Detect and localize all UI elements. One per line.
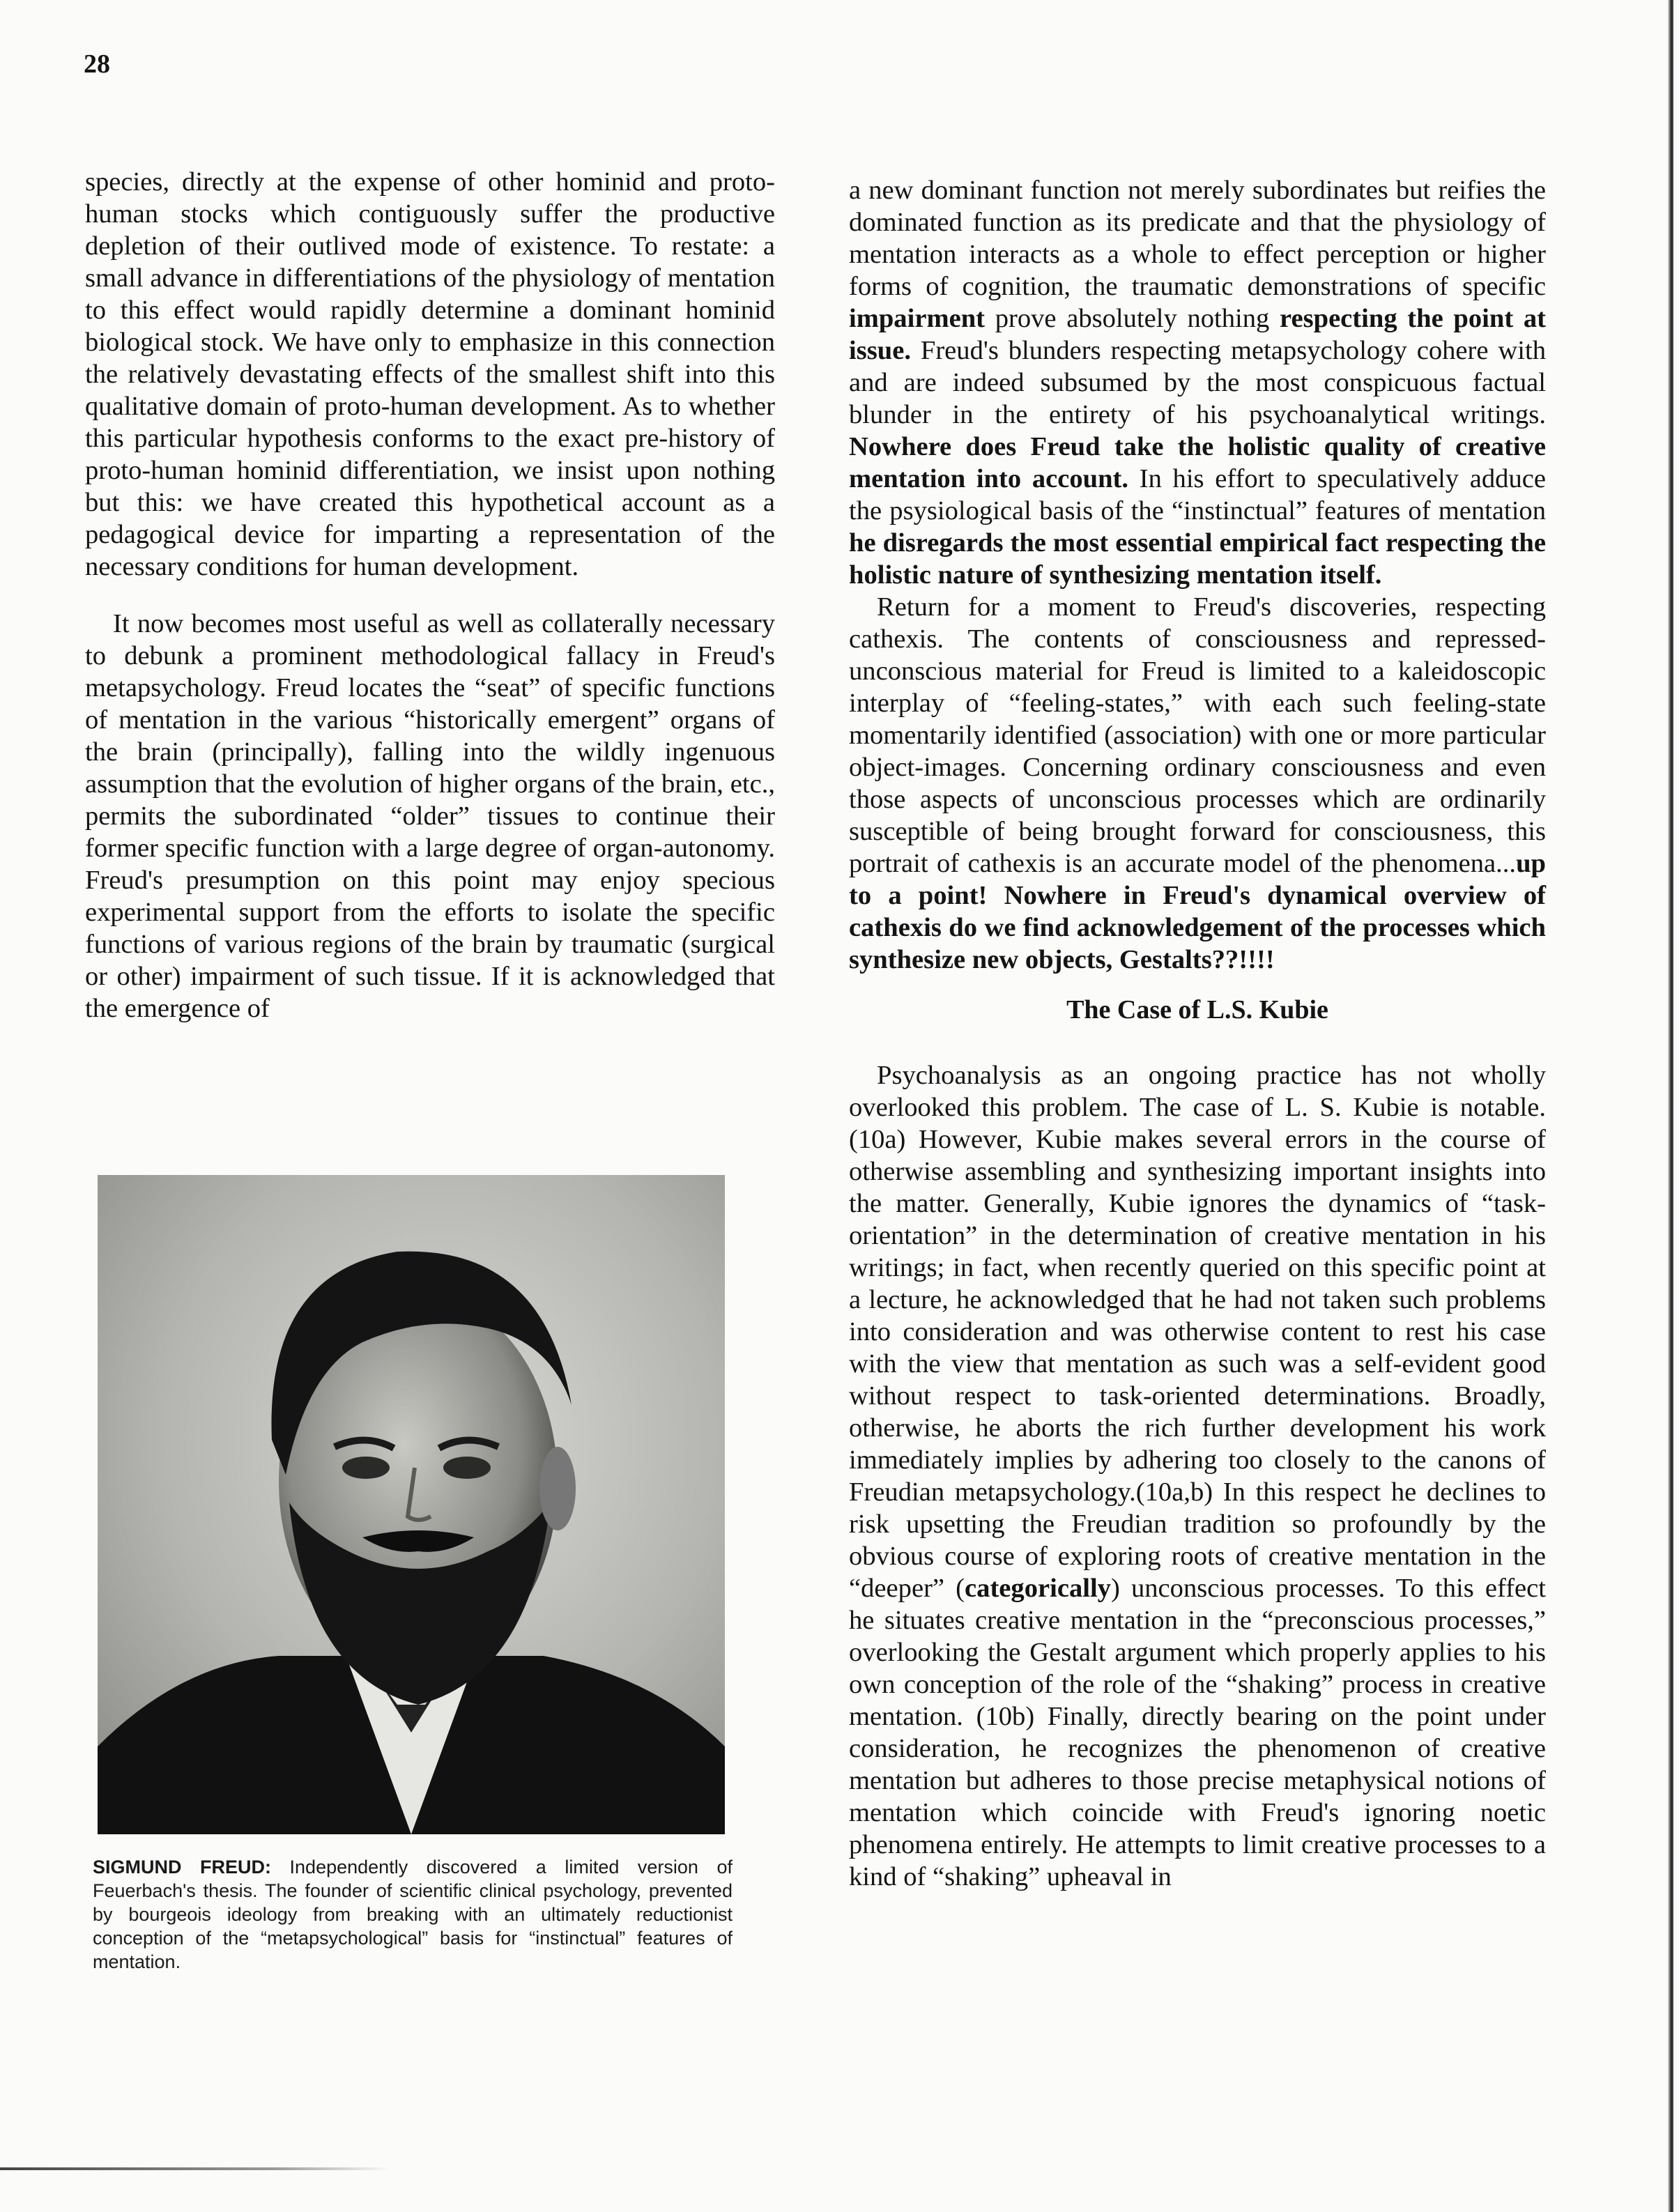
bold-run: Nowhere does Freud take the holistic quality of creative mentation into account.	[849, 432, 1546, 493]
body-paragraph	[849, 591, 1546, 976]
section-heading: The Case of L.S. Kubie	[1066, 995, 1328, 1024]
bold-run: respecting the point at issue.	[849, 304, 1546, 365]
scan-artifact-rule	[0, 2167, 390, 2170]
scan-edge	[1668, 0, 1673, 2212]
bold-run: impairment	[849, 304, 986, 333]
text-run: prove absolutely nothing	[985, 304, 1280, 333]
left-column	[85, 166, 775, 1050]
portrait-photo	[98, 1175, 725, 1834]
body-paragraph	[849, 174, 1546, 591]
right-column	[849, 174, 1546, 1918]
body-paragraph: It now becomes most useful as well as collaterally necessary to debunk a prominent methodological fallacy in Freud's metapsychology. Freud locates the “seat” of specific functions of mentation in the various “historically emergent” organs of the brain (principally), falling into the wildly ingenuous assumption that the evolution of higher organs of the brain, etc., permits the subordinated “older” tissues to continue their former specific function with a large degree of organ-autonomy. Freud's presumption on this point may enjoy specious experimental support from the efforts to isolate the specific functions of various regions of the brain by traumatic (surgical or other) impairment of such tissue. If it is acknowledged that the emergence of	[85, 609, 775, 1023]
caption-label: SIGMUND FREUD:	[93, 1857, 272, 1877]
text-run: ) unconscious processes. To this effect he situates creative mentation in the “preconscious processes,” overlooking the Gestalt argument which properly applies to his own conception of the role of the “shaking” process in creative mentation. (10b) Finally, directly bearing on the point under consideration, he recognizes the phenomenon of creative mentation but adheres to those precise metaphysical notions of mentation which coincide with Freud's ignoring noetic phenomena entirely. He attempts to limit creative processes to a kind of “shaking” upheaval in	[849, 1574, 1547, 1891]
text-run: a new dominant function not merely subordinates but reifies the dominated function as its predicate and that the physiology of mentation interacts as a whole to effect perception or higher forms of cognition, the traumatic demonstrations of specific	[849, 176, 1546, 301]
text-run: Psychoanalysis as an ongoing practice has not wholly overlooked this problem. The case of L. S. Kubie is notable.(10a) However, Kubie makes several errors in the course of otherwise assembling and synthesizing important insights into the matter. Generally, Kubie ignores the dynamics of “task-orientation” in the determination of creative mentation in his writings; in fact, when recently queried on this specific point at a lecture, he acknowledged that he had not taken such problems into consideration and was otherwise content to rest his case with the view that mentation as such was a self-evident good without respect to task-oriented determinations. Broadly, otherwise, he aborts the rich further development his work immediately implies by adhering too closely to the canons of Freudian metapsychology.(10a,b) In this respect he declines to risk upsetting the Freudian tradition so profoundly by the obvious course of exploring roots of creative mentation in the “deeper” (	[849, 1061, 1546, 1603]
page-number: 28	[84, 49, 110, 79]
bold-run: up to a point! Nowhere in Freud's dynamical overview of cathexis do we find acknowledgement of the processes which synthesize new objects, Gestalts??!!!!	[849, 849, 1546, 974]
bold-run: categorically	[965, 1574, 1111, 1603]
body-paragraph: species, directly at the expense of other hominid and proto-human stocks which contiguously suffer the productive depletion of their outlived mode of existence. To restate: a small advance in differentiations of the physiology of mentation to this effect would rapidly determine a dominant hominid biological stock. We have only to emphasize in this connection the relatively devastating effects of the smallest shift into this qualitative domain of proto-human development. As to whether this particular hypothesis conforms to the exact pre-history of proto-human hominid differentiation, we insist upon nothing but this: we have created this hypothetical account as a pedagogical device for imparting a representation of the necessary conditions for human development.	[85, 167, 775, 581]
bold-run: he disregards the most essential empirical fact respecting the holistic nature of synthesizing mentation itself.	[849, 528, 1546, 590]
caption-text: Independently discovered a limited version of Feuerbach's thesis. The founder of scientific clinical psychology, prevented by bourgeois ideology from breaking with an ultimately reductionist conception of the “metapsychological” basis for “instinctual” features of mentation.	[93, 1857, 733, 1972]
figure-caption	[93, 1855, 733, 1974]
body-paragraph	[849, 1059, 1546, 1893]
text-run: Freud's blunders respecting metapsychology cohere with and are indeed subsumed by the most conspicuous factual blunder in the entirety of his psychoanalytical writings.	[849, 336, 1546, 429]
text-run: In his effort to speculatively adduce the psysiological basis of the “instinctual” features of mentation	[849, 464, 1546, 525]
text-run: Return for a moment to Freud's discoveries, respecting cathexis. The contents of consciousness and repressed-unconscious material for Freud is limited to a kaleidoscopic interplay of “feeling-states,” with each such feeling-state momentarily identified (association) with one or more particular object-images. Concerning ordinary consciousness and even those aspects of unconscious processes which are ordinarily susceptible of being brought forward for consciousness, this portrait of cathexis is an accurate model of the phenomena...	[849, 592, 1546, 878]
